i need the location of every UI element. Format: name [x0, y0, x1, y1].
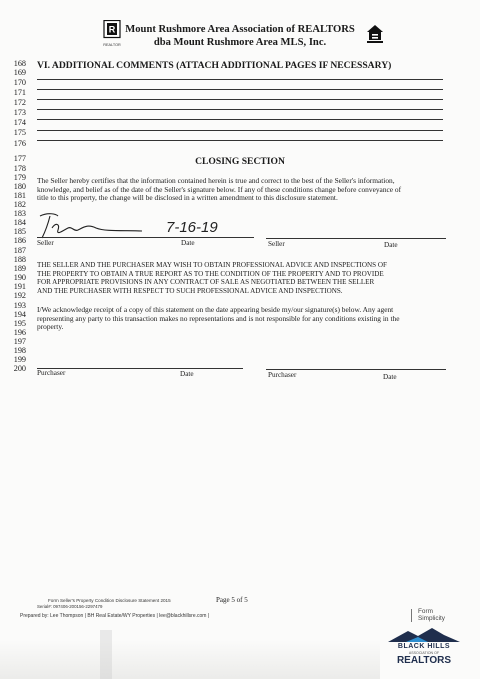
comment-line — [37, 119, 443, 120]
line-number: 177 — [13, 154, 26, 163]
line-number: 194 — [13, 310, 26, 319]
line-number: 175 — [13, 128, 26, 137]
comment-line — [37, 79, 443, 80]
line-number: 196 — [13, 328, 26, 337]
line-number: 170 — [13, 78, 26, 87]
paragraph-line: property. — [37, 322, 64, 332]
line-number: 178 — [13, 164, 26, 173]
line-number: 199 — [13, 355, 26, 364]
paragraph-line: THE PROPERTY TO OBTAIN A TRUE REPORT AS TO THE CONDITION OF THE PROPERTY AND TO PROVIDE — [37, 269, 384, 278]
form-simplicity-icon — [411, 609, 418, 622]
seller-label: Seller — [37, 239, 54, 247]
line-number: 171 — [13, 88, 26, 97]
form-simplicity-logo — [418, 608, 445, 622]
serial-number: Serial#: 097406-200156-2297479 — [37, 604, 103, 609]
brand-name: BLACK HILLS — [397, 643, 451, 650]
line-number: 186 — [13, 236, 26, 245]
date-label: Date — [181, 239, 195, 247]
purchaser2-date-label: Date — [383, 373, 397, 381]
seller2-label: Seller — [268, 240, 285, 248]
form-name: Form Seller's Property Condition Disclosure Statement 2015 — [48, 598, 171, 603]
line-number: 169 — [13, 68, 26, 77]
logo-text: Simplicity — [418, 615, 445, 622]
line-number: 191 — [13, 282, 26, 291]
paragraph-line: I/We acknowledge receipt of a copy of this statement on the date appearing beside my/our signature(s) below. Any agent — [37, 305, 394, 314]
paragraph-line: title to this property, the change will be disclosed in a written amendment to this disclosure statement. — [37, 193, 338, 203]
line-number: 180 — [13, 182, 26, 191]
line-number: 182 — [13, 200, 26, 209]
line-number: 187 — [13, 246, 26, 255]
line-number: 192 — [13, 291, 26, 300]
seller-signature-line — [37, 237, 254, 238]
comment-line — [37, 130, 443, 131]
professional-advice-notice — [37, 261, 457, 295]
line-number: 174 — [13, 118, 26, 127]
purchaser2-signature-line — [266, 369, 446, 370]
closing-section-title: CLOSING SECTION — [195, 156, 285, 167]
comment-line — [37, 89, 443, 90]
line-number: 184 — [13, 218, 26, 227]
mountain-icon — [388, 628, 460, 642]
paragraph-line: knowledge, and belief as of the date of the Seller's signature below. If any of these conditions change before conveyance of — [37, 184, 402, 194]
realtor-mark: REALTOR — [103, 43, 121, 47]
purchaser2-label: Purchaser — [268, 371, 297, 379]
seller2-signature-line — [266, 238, 446, 239]
line-number: 168 — [13, 59, 26, 68]
prepared-by: Prepared by: Lee Thompson | BH Real Estate/WY Properties | lee@blackhillsre.com | — [20, 613, 210, 619]
line-number: 195 — [13, 319, 26, 328]
section-6-title: VI. ADDITIONAL COMMENTS (ATTACH ADDITIONAL PAGES IF NECESSARY) — [37, 60, 392, 71]
comment-line — [37, 109, 443, 110]
purchaser-signature-line — [37, 368, 243, 369]
line-number: 197 — [13, 337, 26, 346]
line-number: 173 — [13, 108, 26, 117]
line-number: 183 — [13, 209, 26, 218]
line-number: 193 — [13, 301, 26, 310]
seller-certification — [37, 177, 457, 203]
line-number: 200 — [13, 364, 26, 373]
equal-housing-icon — [366, 24, 384, 44]
paragraph-line: AND THE PURCHASER WITH RESPECT TO SUCH PROFESSIONAL ADVICE AND INSPECTIONS. — [37, 286, 343, 295]
line-number: 185 — [13, 227, 26, 236]
header-mls-name: dba Mount Rushmore Area MLS, Inc. — [153, 37, 327, 48]
line-number: 190 — [13, 273, 26, 282]
brand-realtors: REALTORS — [396, 655, 452, 666]
line-number: 179 — [13, 173, 26, 182]
scan-shadow — [100, 630, 112, 679]
page-number: Page 5 of 5 — [216, 596, 248, 604]
paragraph-line: representing any party to this transaction makes no representations and is not responsible for any conditions existing in the — [37, 313, 400, 323]
scan-shadow — [0, 640, 380, 679]
paragraph-line: THE SELLER AND THE PURCHASER MAY WISH TO OBTAIN PROFESSIONAL ADVICE AND INSPECTIONS OF — [37, 261, 387, 269]
line-number: 189 — [13, 264, 26, 273]
line-number: 172 — [13, 98, 26, 107]
purchaser-acknowledgment — [37, 306, 457, 332]
paragraph-line: FOR APPROPRIATE PROVISIONS IN ANY CONTRACT OF SALE AS NEGOTIATED BETWEEN THE SELLER — [37, 278, 375, 287]
logo-text: Form — [418, 608, 433, 615]
paragraph-line: The Seller hereby certifies that the information contained herein is true and correct to the best of the Seller's information, — [37, 176, 395, 185]
comment-line — [37, 99, 443, 100]
purchaser-label: Purchaser — [37, 369, 66, 377]
line-number: 181 — [13, 191, 26, 200]
line-number: 198 — [13, 346, 26, 355]
date2-label: Date — [384, 241, 398, 249]
comment-line — [37, 140, 443, 141]
seller-date-handwritten: 7-16-19 — [166, 219, 218, 236]
line-number: 188 — [13, 255, 26, 264]
brand-subtitle: ASSOCIATION OF — [408, 651, 440, 655]
line-number: 176 — [13, 139, 26, 148]
header-association-name: Mount Rushmore Area Association of REALTORS — [125, 24, 355, 35]
purchaser-date-label: Date — [180, 370, 194, 378]
svg-text:R: R — [108, 24, 116, 35]
